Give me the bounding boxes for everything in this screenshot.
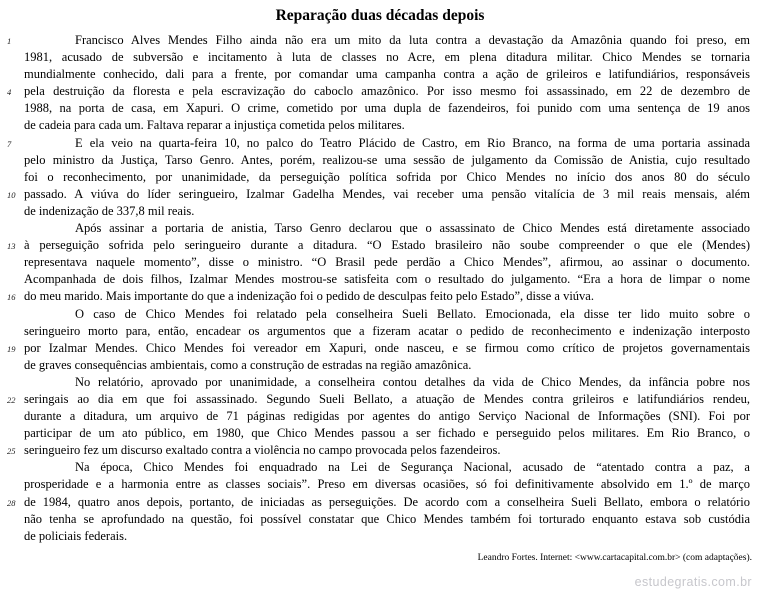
text-line xyxy=(0,288,760,305)
line-number xyxy=(0,203,24,206)
line-text: seringueiro morto para, então, encadear os argumentos que a fizeram acatar o pedido de reconhecimento e indenização interposto xyxy=(24,323,750,338)
text-line xyxy=(0,49,760,66)
text-line xyxy=(0,306,760,323)
line-text: durante a ditadura, um arquivo de 71 páginas redigidas por agentes do antigo Serviço Nacional de Informações (SNI). Foi por xyxy=(24,409,750,424)
line-text: pelo ministro da Justiça, Tarso Genro. Antes, porém, realizou-se uma sessão de julgamento da Comissão de Anistia, cujo resultado xyxy=(24,152,750,167)
text-line xyxy=(0,169,760,186)
text-line xyxy=(0,83,760,100)
line-text: foi o reconhecimento, por unanimidade, da perseguição política sofrida por Chico Mendes no início dos anos 80 do século xyxy=(24,169,750,184)
line-number: 1 xyxy=(7,36,12,46)
page-title: Reparação duas décadas depois xyxy=(275,7,485,24)
line-text: de 1984, quatro anos depois, portanto, de iniciadas as perseguições. De acordo com a conselheira Sueli Bellato, embora o relatório xyxy=(24,494,750,509)
line-text: passado. A viúva do líder seringueiro, Izalmar Gadelha Mendes, vai receber uma pensão vitalícia de 3 mil reais mensais, além xyxy=(24,186,750,201)
text-line xyxy=(0,340,760,357)
line-number: 13 xyxy=(7,241,16,252)
text-line xyxy=(0,323,760,340)
text-line xyxy=(0,32,760,49)
line-number: 22 xyxy=(7,394,16,405)
line-number: 4 xyxy=(7,87,12,98)
line-text: seringueiro fez um discurso exaltado contra a violência no campo provocada pelos fazendeiros. xyxy=(24,443,501,458)
line-number xyxy=(0,306,24,309)
text-line xyxy=(0,271,760,288)
line-text: representava naquele momento”, disse o ministro. “O Brasil pede perdão a Chico Mendes”, afirmou, ao assinar o documento. xyxy=(24,255,750,270)
text-line xyxy=(0,511,760,528)
line-number xyxy=(0,374,24,377)
line-number xyxy=(0,152,24,155)
line-number: 19 xyxy=(7,343,16,354)
text-line xyxy=(0,408,760,425)
line-number xyxy=(0,254,24,257)
line-number xyxy=(0,271,24,274)
line-text: E ela veio na quarta-feira 10, no palco do Teatro Plácido de Castro, em Rio Branco, na forma de uma portaria assinada xyxy=(75,135,750,150)
text-line xyxy=(0,186,760,203)
text-line xyxy=(0,203,760,220)
line-number xyxy=(0,511,24,514)
line-number xyxy=(0,66,24,69)
line-text: Acompanhada de dois filhos, Izalmar Mendes mostrou-se satisfeita com o resultado do julgamento. “Era a hora de limpar o nome xyxy=(24,272,750,287)
line-text: de indenização de 337,8 mil reais. xyxy=(24,203,195,218)
text-line xyxy=(0,100,760,117)
line-text: Após assinar a portaria de anistia, Tarso Genro declarou que o assassinato de Chico Mendes está diretamente associado xyxy=(75,221,750,236)
text-line xyxy=(0,117,760,134)
line-text: participar de um ato público, em 1980, que Chico Mendes passou a ser fichado e perseguido pelos militares. Em Rio Branco, o xyxy=(24,426,750,441)
line-text: seringais ao dia em que foi assassinado. Segundo Sueli Bellato, a atuação de Mendes contra grileiros e latifundiários rendeu, xyxy=(24,391,750,406)
text-line xyxy=(0,528,760,545)
text-line xyxy=(0,459,760,476)
line-number xyxy=(0,220,24,223)
text-line xyxy=(0,237,760,254)
line-number xyxy=(0,357,24,360)
text-body xyxy=(0,32,760,545)
line-number xyxy=(0,476,24,479)
line-text: Francisco Alves Mendes Filho ainda não era um mito da luta contra a devastação da Amazônia quando foi preso, em xyxy=(75,33,750,47)
line-number xyxy=(0,100,24,103)
line-text: pela destruição da floresta e pela escravização do caboclo amazônico. Por isso mesmo foi assassinado, em 22 de dezembro de xyxy=(24,84,750,99)
line-text: de cadeia para cada um. Faltava reparar a injustiça cometida pelos militares. xyxy=(24,118,405,133)
line-text: à perseguição sofrida pelo seringueiro durante a ditadura. “O Estado brasileiro não soube compreender o que ele (Mendes) xyxy=(24,238,750,253)
text-line xyxy=(0,476,760,493)
line-text: não tenha se aprofundado na questão, foi possível constatar que Chico Mendes também foi torturado enquanto estava sob custódia xyxy=(24,511,750,526)
line-text: mundialmente conhecido, dali para a frente, por comandar uma campanha contra a ação de grileiros e latifundiários, responsáveis xyxy=(24,67,750,82)
text-line xyxy=(0,425,760,442)
line-number: 7 xyxy=(7,138,12,149)
text-line xyxy=(0,494,760,511)
line-text: 1988, na porta de casa, em Xapuri. O crime, cometido por uma dupla de fazendeiros, foi punido com uma sentença de 19 anos xyxy=(24,101,750,116)
line-number xyxy=(0,169,24,172)
text-line xyxy=(0,135,760,152)
line-text: 1981, acusado de subversão e incitamento à luta de classes no Acre, em plena ditadura militar. Chico Mendes se tornaria xyxy=(24,50,750,65)
line-number: 10 xyxy=(7,189,16,200)
line-text: por Izalmar Mendes. Chico Mendes foi vereador em Xapuri, onde nasceu, e se firmou como crítico de projetos governamentais xyxy=(24,340,750,355)
source-attribution: Leandro Fortes. Internet: <www.cartacapital.com.br> (com adaptações). xyxy=(477,552,752,563)
text-line xyxy=(0,391,760,408)
text-line xyxy=(0,357,760,374)
line-number xyxy=(0,459,24,462)
line-number: 16 xyxy=(7,292,16,303)
line-text: de graves consequências ambientais, como a construção de estradas na região amazônica. xyxy=(24,357,472,372)
line-text: Na época, Chico Mendes foi enquadrado na Lei de Segurança Nacional, acusado de “atentado contra a paz, a xyxy=(75,460,750,475)
text-line xyxy=(0,374,760,391)
line-text: O caso de Chico Mendes foi relatado pela conselheira Sueli Bellato. Emocionada, ela disse ter lido muito sobre o xyxy=(75,306,750,321)
text-line xyxy=(0,254,760,271)
text-line xyxy=(0,220,760,237)
line-number xyxy=(0,425,24,428)
watermark: estudegratis.com.br xyxy=(634,575,752,589)
text-line xyxy=(0,152,760,169)
line-number: 25 xyxy=(7,446,16,457)
line-number: 28 xyxy=(7,497,16,508)
line-number xyxy=(0,528,24,531)
line-text: No relatório, aprovado por unanimidade, a conselheira contou detalhes da vida de Chico Mendes, da infância pobre nos xyxy=(75,374,750,389)
line-number xyxy=(0,323,24,326)
text-line xyxy=(0,66,760,83)
line-number xyxy=(0,408,24,411)
line-text: de policiais federais. xyxy=(24,528,128,543)
line-text: do meu marido. Mais importante do que a indenização foi o pedido de desculpas feito pelo Estado”, disse a viúva. xyxy=(24,289,594,304)
text-line xyxy=(0,442,760,459)
line-text: prosperidade e a harmonia entre as classes sociais”. Preso em diversas ocasiões, só foi definitivamente absolvido em 1.º de março xyxy=(24,477,750,492)
line-number xyxy=(0,117,24,120)
line-number xyxy=(0,49,24,52)
